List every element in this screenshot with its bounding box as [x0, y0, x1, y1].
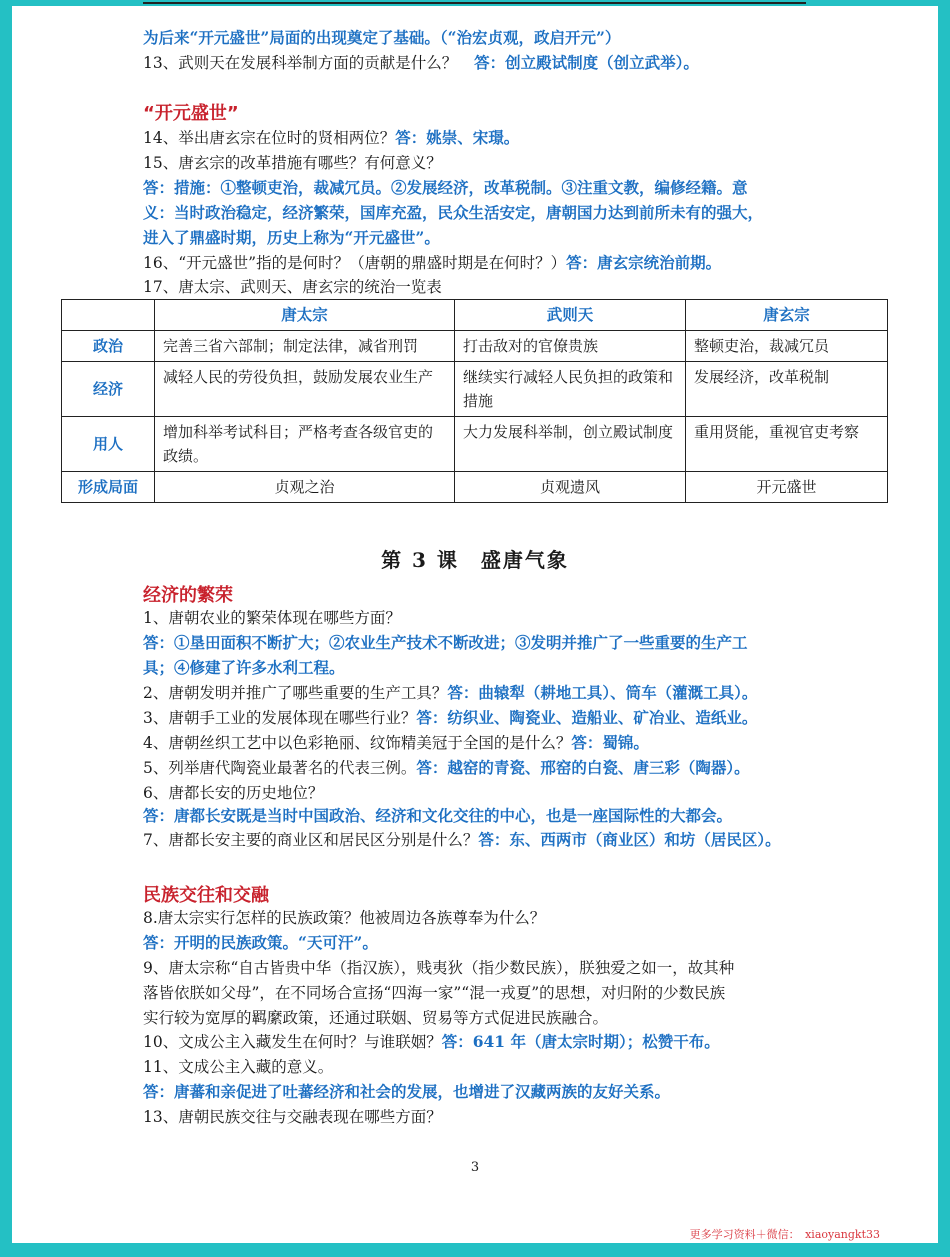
table-header-cell: 武则天 [455, 300, 686, 331]
table-header-row [62, 300, 888, 331]
row-label: 形成局面 [62, 472, 155, 503]
question-text: 16、“开元盛世”指的是何时？（唐朝的鼎盛时期是在何时？） [143, 254, 567, 272]
answer-6: 答：唐都长安既是当时中国政治、经济和文化交往的中心，也是一座国际性的大都会。 [143, 806, 733, 825]
table-row [62, 362, 888, 417]
question-6: 6、唐都长安的历史地位？ [143, 784, 324, 802]
table-cell: 重用贤能，重视官吏考察 [686, 417, 888, 472]
question-16 [143, 252, 721, 274]
table-row [62, 472, 888, 503]
table-cell: 发展经济，改革税制 [686, 362, 888, 417]
question-17: 17、唐太宗、武则天、唐玄宗的统治一览表 [143, 278, 442, 296]
question-3 [143, 707, 757, 729]
table-header-cell: 唐玄宗 [686, 300, 888, 331]
table-cell: 开元盛世 [686, 472, 888, 503]
table-cell: 打击敌对的官僚贵族 [455, 331, 686, 362]
question-text: 13、武则天在发展科举制方面的贡献是什么？ [143, 54, 458, 72]
table-cell: 增加科举考试科目；严格考查各级官吏的政绩。 [155, 417, 455, 472]
question-1: 1、唐朝农业的繁荣体现在哪些方面？ [143, 609, 401, 627]
table-row [62, 331, 888, 362]
question-13-ethnic: 13、唐朝民族交往与交融表现在哪些方面？ [143, 1108, 442, 1126]
question-10 [143, 1031, 720, 1053]
table-cell: 完善三省六部制；制定法律，减省刑罚 [155, 331, 455, 362]
answer-text: 答：唐玄宗统治前期。 [566, 253, 722, 272]
question-4 [143, 732, 649, 754]
row-label: 经济 [62, 362, 155, 417]
table-cell: 整顿吏治，裁减冗员 [686, 331, 888, 362]
answer-11: 答：唐蕃和亲促进了吐蕃经济和社会的发展，也增进了汉藏两族的友好关系。 [143, 1082, 671, 1101]
rulers-comparison-table [61, 299, 888, 503]
question-14 [143, 127, 519, 149]
question-text: 7、唐都长安主要的商业区和居民区分别是什么？ [143, 831, 479, 849]
answer-text: 答：东、西两市（商业区）和坊（居民区）。 [478, 830, 781, 849]
answer-15-line1: 答：措施：①整顿吏治，裁减冗员。②发展经济，改革税制。③注重文教，编修经籍。意 [143, 178, 748, 197]
question-13 [143, 52, 699, 74]
answer-text: 答：创立殿试制度（创立武举）。 [474, 53, 699, 72]
lesson-title: 第 3 课 盛唐气象 [381, 548, 569, 572]
table-cell: 减轻人民的劳役负担，鼓励发展农业生产 [155, 362, 455, 417]
answer-text: 答：纺织业、陶瓷业、造船业、矿冶业、造纸业。 [416, 708, 758, 727]
question-5 [143, 757, 750, 779]
paragraph-9-line1: 9、唐太宗称“自古皆贵中华（指汉族），贱夷狄（指少数民族），朕独爱之如一，故其种 [143, 959, 735, 977]
question-text: 4、唐朝丝织工艺中以色彩艳丽、纹饰精美冠于全国的是什么？ [143, 734, 572, 752]
row-label: 政治 [62, 331, 155, 362]
section-heading-economy: 经济的繁荣 [143, 585, 233, 606]
answer-15-line2: 义：当时政治稳定，经济繁荣，国库充盈，民众生活安定，唐朝国力达到前所未有的强大， [143, 203, 764, 222]
question-text: 14、举出唐玄宗在位时的贤相两位？ [143, 129, 396, 147]
answer-1-line1: 答：①垦田面积不断扩大；②农业生产技术不断改进；③发明并推广了一些重要的生产工 [143, 633, 748, 652]
answer-text: 答：越窑的青瓷、邢窑的白瓷、唐三彩（陶器）。 [416, 758, 750, 777]
question-8: 8.唐太宗实行怎样的民族政策？他被周边各族尊奉为什么？ [143, 909, 546, 927]
question-text: 5、列举唐代陶瓷业最著名的代表三例。 [143, 759, 417, 777]
answer-text: 答：姚崇、宋璟。 [395, 128, 520, 147]
question-2 [143, 682, 757, 704]
answer-1-line2: 具；④修建了许多水利工程。 [143, 658, 345, 677]
section-heading-ethnic: 民族交往和交融 [143, 885, 269, 906]
answer-15-line3: 进入了鼎盛时期，历史上称为“开元盛世”。 [143, 228, 440, 247]
question-7 [143, 829, 781, 851]
question-11: 11、文成公主入藏的意义。 [143, 1058, 334, 1076]
question-text: 10、文成公主入藏发生在何时？与谁联姻？ [143, 1033, 442, 1051]
section-heading-kaiyuan: “开元盛世” [143, 103, 239, 124]
line-intro-cont: 为后来“开元盛世”局面的出现奠定了基础。（“治宏贞观，政启开元”） [143, 28, 621, 47]
answer-text: 答：曲辕犁（耕地工具）、筒车（灌溉工具）。 [447, 683, 758, 702]
answer-text: 答：641 年（唐太宗时期）；松赞干布。 [441, 1032, 720, 1051]
table-cell: 继续实行减轻人民负担的政策和措施 [455, 362, 686, 417]
answer-8: 答：开明的民族政策。“天可汗”。 [143, 933, 378, 952]
table-cell: 大力发展科举制，创立殿试制度 [455, 417, 686, 472]
answer-text: 答：蜀锦。 [571, 733, 649, 752]
paragraph-9-line2: 落皆依朕如父母”，在不同场合宣扬“四海一家”“混一戎夏”的思想，对归附的少数民族 [143, 984, 726, 1002]
table-cell: 贞观遗风 [455, 472, 686, 503]
question-15: 15、唐玄宗的改革措施有哪些？有何意义？ [143, 154, 442, 172]
paragraph-9-line3: 实行较为宽厚的羁縻政策，还通过联姻、贸易等方式促进民族融合。 [143, 1009, 609, 1027]
question-text: 2、唐朝发明并推广了哪些重要的生产工具？ [143, 684, 448, 702]
row-label: 用人 [62, 417, 155, 472]
page-number: 3 [470, 1160, 480, 1175]
footer-note: 更多学习资料＋微信： xiaoyangkt33 [689, 1228, 880, 1241]
table-header-cell [62, 300, 155, 331]
table-cell: 贞观之治 [155, 472, 455, 503]
table-row [62, 417, 888, 472]
question-text: 3、唐朝手工业的发展体现在哪些行业？ [143, 709, 417, 727]
table-header-cell: 唐太宗 [155, 300, 455, 331]
